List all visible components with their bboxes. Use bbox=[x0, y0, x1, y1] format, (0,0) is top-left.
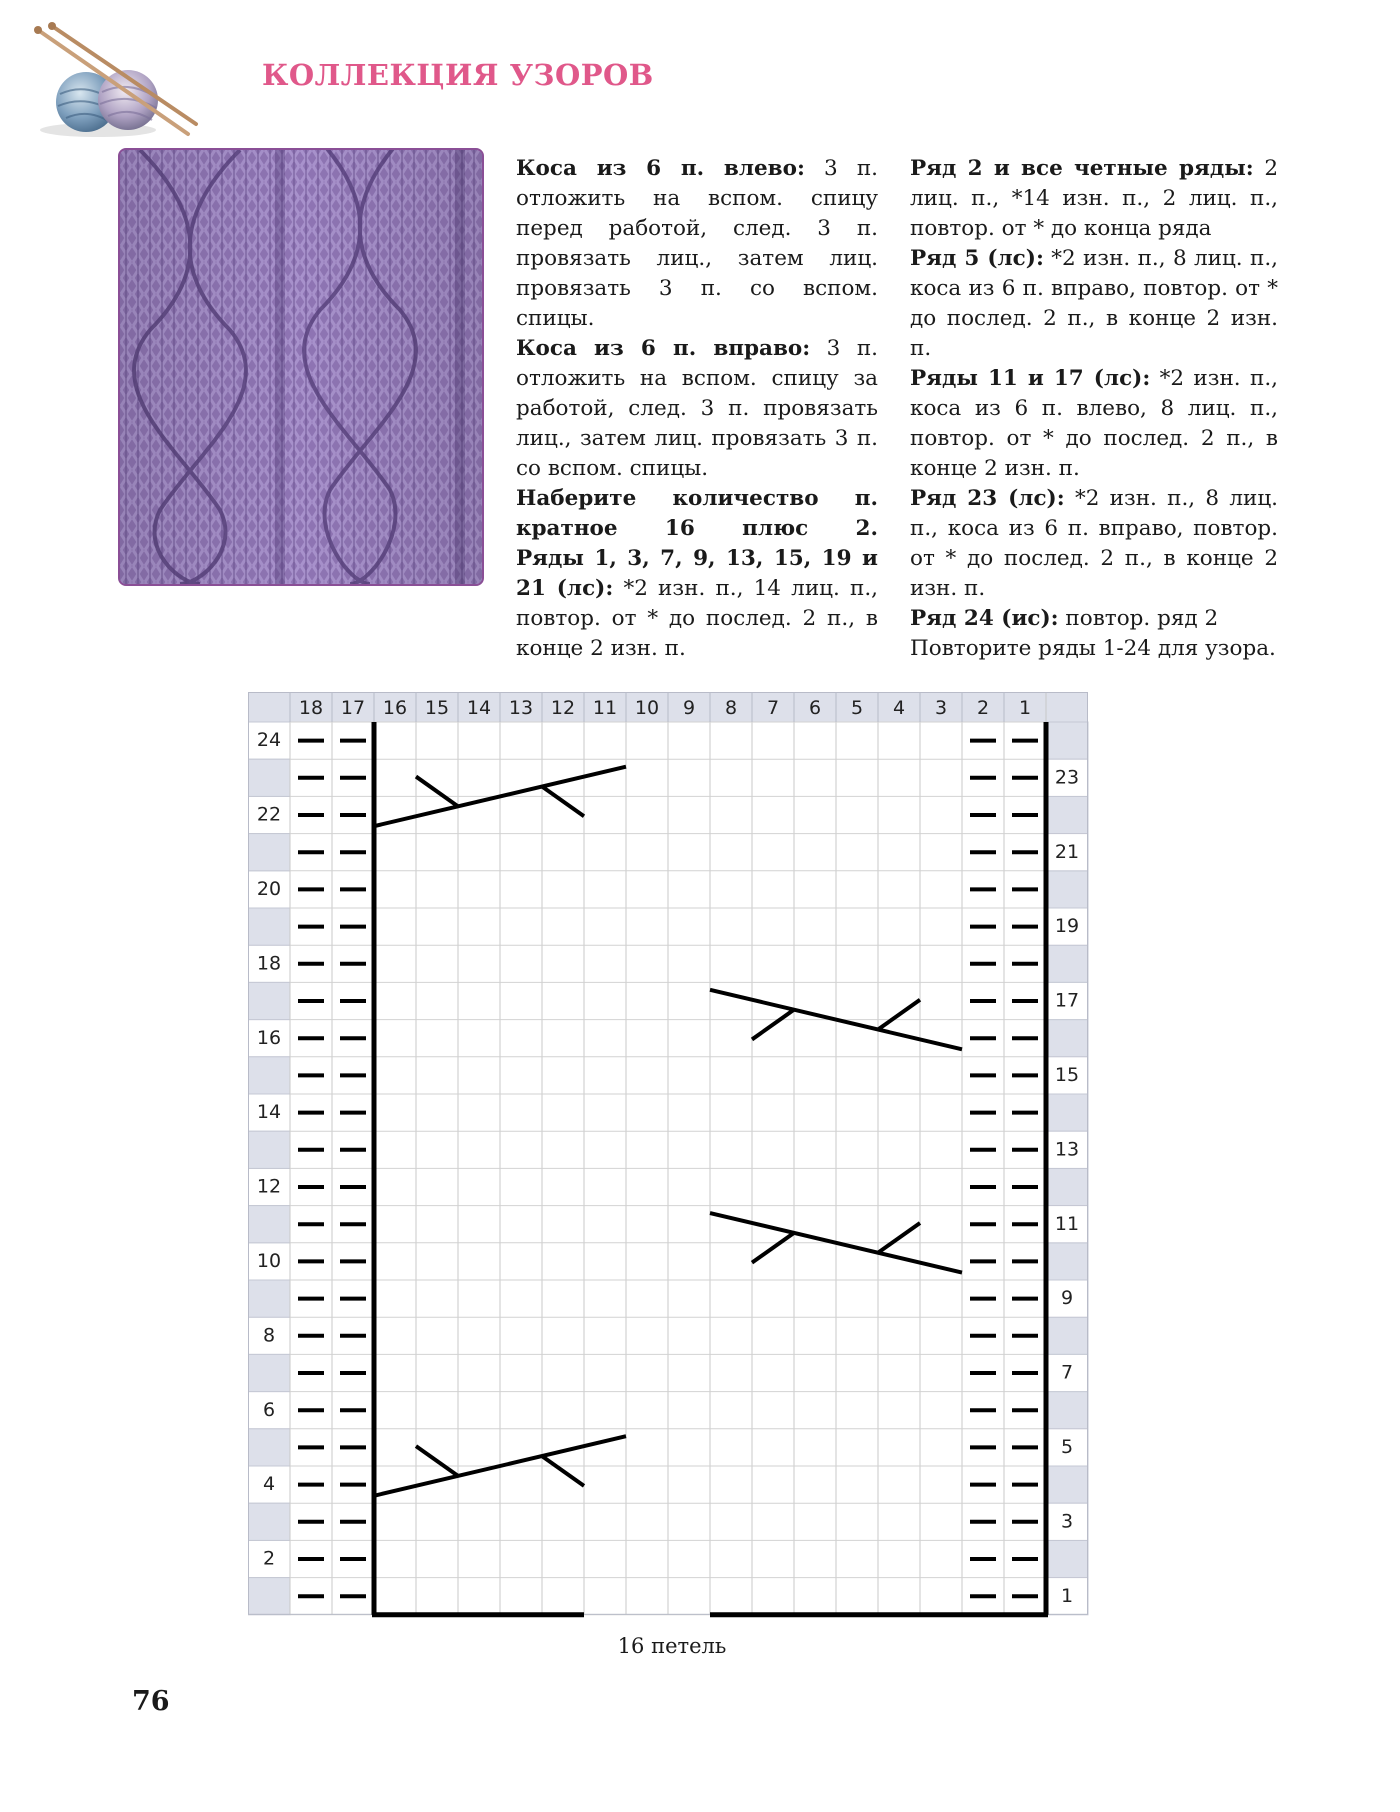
yarn-balls-needles-icon bbox=[28, 22, 218, 140]
right-row-shaded-cell bbox=[1046, 1168, 1088, 1205]
left-row-shaded-cell bbox=[248, 908, 290, 945]
instruction-row-24: Ряд 24 (ис): повтор. ряд 2 bbox=[910, 606, 1219, 631]
right-row-shaded-cell bbox=[1046, 1466, 1088, 1503]
right-row-number: 23 bbox=[1054, 766, 1080, 789]
column-number: 17 bbox=[340, 697, 366, 719]
left-row-shaded-cell bbox=[248, 759, 290, 796]
instruction-row-2: Ряд 2 и все четные ряды: 2 лиц. п., *14 изн. п., 2 лиц. п., повтор. от * до конца ряда bbox=[910, 156, 1279, 241]
left-row-number: 2 bbox=[262, 1547, 276, 1570]
right-row-number: 7 bbox=[1060, 1361, 1074, 1384]
column-number: 10 bbox=[634, 697, 660, 719]
right-row-number: 9 bbox=[1060, 1287, 1074, 1310]
left-row-number: 24 bbox=[256, 729, 282, 752]
left-row-number: 14 bbox=[256, 1101, 282, 1124]
column-number: 3 bbox=[934, 697, 948, 719]
left-row-number: 16 bbox=[256, 1026, 282, 1049]
right-row-number: 3 bbox=[1060, 1510, 1074, 1533]
knitting-chart bbox=[248, 692, 1096, 1620]
cable-right-tick bbox=[542, 1456, 584, 1486]
cable-right-tick bbox=[542, 786, 584, 816]
right-row-shaded-cell bbox=[1046, 1392, 1088, 1429]
column-number: 7 bbox=[766, 697, 780, 719]
instruction-repeat: Повторите ряды 1-24 для узора. bbox=[910, 636, 1276, 661]
left-row-shaded-cell bbox=[248, 1280, 290, 1317]
left-row-number: 10 bbox=[256, 1249, 282, 1272]
cable-left-tick bbox=[878, 1000, 920, 1030]
page-title: КОЛЛЕКЦИЯ УЗОРОВ bbox=[262, 58, 654, 92]
left-row-shaded-cell bbox=[248, 1354, 290, 1391]
left-row-number: 6 bbox=[262, 1398, 276, 1421]
left-row-number: 12 bbox=[256, 1175, 282, 1198]
left-row-shaded-cell bbox=[248, 1057, 290, 1094]
column-number: 9 bbox=[682, 697, 696, 719]
right-row-number: 13 bbox=[1054, 1138, 1080, 1161]
cable-left-tick bbox=[752, 1010, 794, 1040]
column-number: 1 bbox=[1018, 697, 1032, 719]
cable-right-tick bbox=[416, 1446, 458, 1476]
instruction-row-5: Ряд 5 (лс): *2 изн. п., 8 лиц. п., коса из 6 п. вправо, повтор. от * до послед. 2 п., в конце 2 изн. п. bbox=[910, 246, 1278, 361]
left-row-number: 4 bbox=[262, 1473, 276, 1496]
left-row-number: 8 bbox=[262, 1324, 276, 1347]
left-row-shaded-cell bbox=[248, 1503, 290, 1540]
left-row-shaded-cell bbox=[248, 1131, 290, 1168]
left-row-number: 20 bbox=[256, 877, 282, 900]
right-row-shaded-cell bbox=[1046, 1094, 1088, 1131]
cable-right-tick bbox=[416, 777, 458, 807]
column-number: 5 bbox=[850, 697, 864, 719]
right-row-number: 5 bbox=[1060, 1435, 1074, 1458]
left-row-shaded-cell bbox=[248, 1206, 290, 1243]
right-row-number: 17 bbox=[1054, 989, 1080, 1012]
instruction-cable-right: Коса из 6 п. вправо: 3 п. отложить на вспом. спицу за работой, след. 3 п. провязать лиц., затем лиц. провязать 3 п. со вспом. спицы. bbox=[516, 336, 878, 481]
instruction-row-23: Ряд 23 (лс): *2 изн. п., 8 лиц. п., коса из 6 п. вправо, повтор. от * до послед. 2 п., в конце 2 изн. п. bbox=[910, 486, 1278, 601]
left-row-number: 22 bbox=[256, 803, 282, 826]
left-row-shaded-cell bbox=[248, 1429, 290, 1466]
right-row-shaded-cell bbox=[1046, 722, 1088, 759]
left-row-shaded-cell bbox=[248, 982, 290, 1019]
column-number: 8 bbox=[724, 697, 738, 719]
instruction-cast-on: Наберите количество п. кратное 16 плюс 2. bbox=[516, 486, 878, 541]
column-number: 4 bbox=[892, 697, 906, 719]
left-row-number: 18 bbox=[256, 952, 282, 975]
column-number: 16 bbox=[382, 697, 408, 719]
instruction-rows-odd: Ряды 1, 3, 7, 9, 13, 15, 19 и 21 (лс): *2 изн. п., 14 лиц. п., повтор. от * до послед. 2 п., в конце 2 изн. п. bbox=[516, 546, 878, 661]
left-row-shaded-cell bbox=[248, 834, 290, 871]
cable-left-tick bbox=[878, 1223, 920, 1253]
column-number: 15 bbox=[424, 697, 450, 719]
right-row-shaded-cell bbox=[1046, 1020, 1088, 1057]
instruction-cable-left: Коса из 6 п. влево: 3 п. отложить на вспом. спицу перед работой, след. 3 п. провязать лиц., затем лиц. провязать 3 п. со вспом. спицы. bbox=[516, 156, 878, 331]
right-row-shaded-cell bbox=[1046, 871, 1088, 908]
column-number: 13 bbox=[508, 697, 534, 719]
instruction-rows-11-17: Ряды 11 и 17 (лс): *2 изн. п., коса из 6 п. влево, 8 лиц. п., повтор. от * до послед. 2 п., в конце 2 изн. п. bbox=[910, 366, 1278, 481]
column-number: 6 bbox=[808, 697, 822, 719]
right-row-number: 15 bbox=[1054, 1063, 1080, 1086]
cable-left-tick bbox=[752, 1233, 794, 1263]
right-row-shaded-cell bbox=[1046, 1317, 1088, 1354]
right-row-number: 1 bbox=[1060, 1584, 1074, 1607]
right-row-number: 19 bbox=[1054, 915, 1080, 938]
column-number: 12 bbox=[550, 697, 576, 719]
knit-sample-photo bbox=[118, 148, 484, 586]
column-number: 2 bbox=[976, 697, 990, 719]
instructions-left-column bbox=[516, 154, 878, 664]
chart-caption: 16 петель bbox=[617, 1634, 727, 1658]
column-number: 18 bbox=[298, 697, 324, 719]
right-row-number: 21 bbox=[1054, 840, 1080, 863]
right-row-shaded-cell bbox=[1046, 796, 1088, 833]
right-row-number: 11 bbox=[1054, 1212, 1080, 1235]
column-number: 14 bbox=[466, 697, 492, 719]
page-number: 76 bbox=[132, 1686, 170, 1717]
right-row-shaded-cell bbox=[1046, 1540, 1088, 1577]
instructions-right-column bbox=[910, 154, 1278, 664]
right-row-shaded-cell bbox=[1046, 1243, 1088, 1280]
left-row-shaded-cell bbox=[248, 1578, 290, 1615]
right-row-shaded-cell bbox=[1046, 945, 1088, 982]
column-number: 11 bbox=[592, 697, 618, 719]
cable-knit-texture bbox=[120, 150, 482, 584]
